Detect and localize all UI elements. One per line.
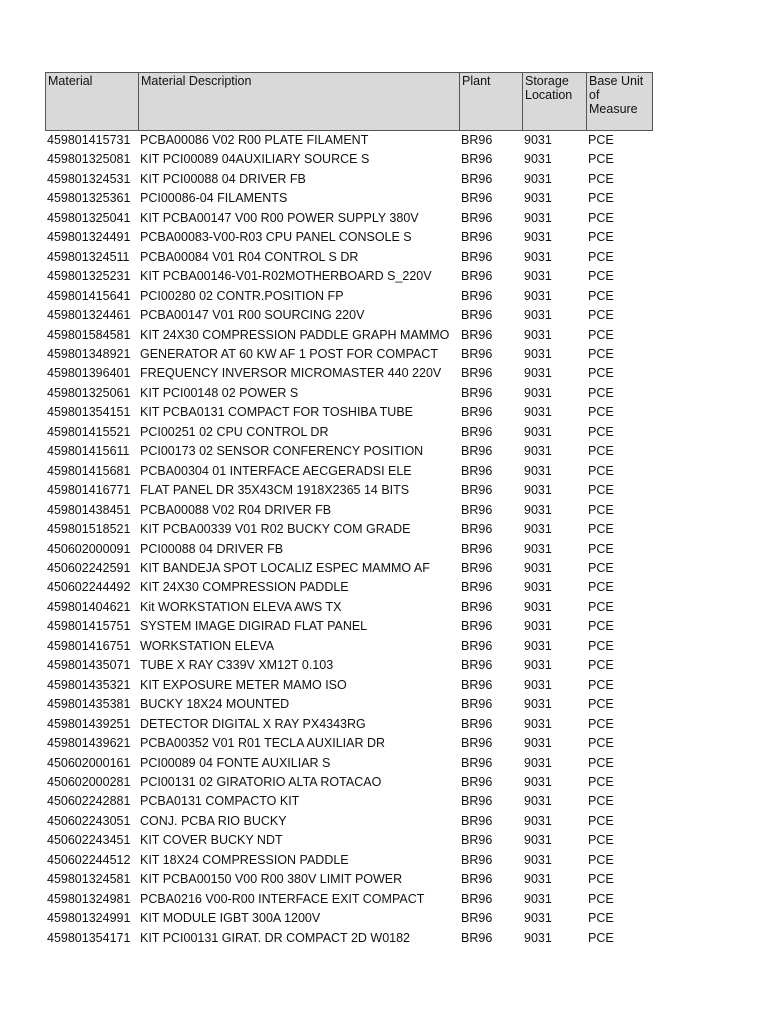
- cell-plant: BR96: [461, 346, 493, 361]
- cell-plant: BR96: [461, 444, 493, 459]
- cell-material: 459801354151: [47, 405, 131, 420]
- cell-unit: PCE: [588, 152, 614, 167]
- cell-material: 459801324581: [47, 872, 131, 887]
- cell-unit: PCE: [588, 308, 614, 323]
- cell-plant: BR96: [461, 911, 493, 926]
- cell-description: KIT MODULE IGBT 300A 1200V: [140, 911, 321, 926]
- cell-plant: BR96: [461, 385, 493, 400]
- cell-storage-location: 9031: [524, 327, 552, 342]
- cell-storage-location: 9031: [524, 249, 552, 264]
- cell-plant: BR96: [461, 327, 493, 342]
- cell-plant: BR96: [461, 852, 493, 867]
- cell-description: PCBA0131 COMPACTO KIT: [140, 794, 300, 809]
- cell-description: KIT 18X24 COMPRESSION PADDLE: [140, 852, 349, 867]
- cell-unit: PCE: [588, 269, 614, 284]
- cell-material: 459801415751: [47, 619, 131, 634]
- cell-material: 459801354171: [47, 930, 131, 945]
- cell-storage-location: 9031: [524, 619, 552, 634]
- cell-unit: PCE: [588, 444, 614, 459]
- cell-unit: PCE: [588, 385, 614, 400]
- cell-material: 450602242591: [47, 560, 131, 575]
- header-base-unit: Base Unit of Measure: [589, 74, 644, 116]
- cell-storage-location: 9031: [524, 677, 552, 692]
- cell-description: BUCKY 18X24 MOUNTED: [140, 697, 290, 712]
- cell-unit: PCE: [588, 852, 614, 867]
- cell-plant: BR96: [461, 210, 493, 225]
- cell-material: 459801396401: [47, 366, 131, 381]
- cell-plant: BR96: [461, 522, 493, 537]
- cell-plant: BR96: [461, 288, 493, 303]
- cell-storage-location: 9031: [524, 813, 552, 828]
- cell-storage-location: 9031: [524, 152, 552, 167]
- cell-material: 459801324981: [47, 891, 131, 906]
- cell-unit: PCE: [588, 891, 614, 906]
- cell-storage-location: 9031: [524, 658, 552, 673]
- cell-description: WORKSTATION ELEVA: [140, 638, 275, 653]
- cell-material: 459801325041: [47, 210, 131, 225]
- cell-material: 459801439621: [47, 736, 131, 751]
- cell-storage-location: 9031: [524, 580, 552, 595]
- cell-storage-location: 9031: [524, 405, 552, 420]
- cell-description: KIT 24X30 COMPRESSION PADDLE GRAPH MAMMO: [140, 327, 450, 342]
- table-body: [45, 131, 653, 948]
- table-row: [45, 734, 653, 753]
- cell-unit: PCE: [588, 541, 614, 556]
- table-row: [45, 326, 653, 345]
- cell-description: KIT PCI00131 GIRAT. DR COMPACT 2D W0182: [140, 930, 410, 945]
- cell-description: KIT 24X30 COMPRESSION PADDLE: [140, 580, 349, 595]
- cell-unit: PCE: [588, 930, 614, 945]
- cell-description: PCBA00352 V01 R01 TECLA AUXILIAR DR: [140, 736, 386, 751]
- cell-material: 459801325361: [47, 191, 131, 206]
- table-row: [45, 209, 653, 228]
- table-row: [45, 287, 653, 306]
- table-row: [45, 170, 653, 189]
- cell-description: PCI00131 02 GIRATORIO ALTA ROTACAO: [140, 774, 382, 789]
- cell-unit: PCE: [588, 736, 614, 751]
- cell-plant: BR96: [461, 599, 493, 614]
- cell-material: 459801348921: [47, 346, 131, 361]
- cell-description: PCI00173 02 SENSOR CONFERENCY POSITION: [140, 444, 424, 459]
- cell-description: SYSTEM IMAGE DIGIRAD FLAT PANEL: [140, 619, 368, 634]
- cell-description: CONJ. PCBA RIO BUCKY: [140, 813, 287, 828]
- cell-material: 450602243451: [47, 833, 131, 848]
- cell-plant: BR96: [461, 483, 493, 498]
- cell-plant: BR96: [461, 677, 493, 692]
- table-row: [45, 792, 653, 811]
- cell-plant: BR96: [461, 716, 493, 731]
- cell-unit: PCE: [588, 833, 614, 848]
- header-description: Material Description: [139, 73, 460, 130]
- cell-unit: PCE: [588, 463, 614, 478]
- cell-storage-location: 9031: [524, 638, 552, 653]
- table-row: [45, 150, 653, 169]
- cell-description: KIT PCBA00146-V01-R02MOTHERBOARD S_220V: [140, 269, 432, 284]
- cell-material: 459801324511: [47, 249, 130, 264]
- cell-plant: BR96: [461, 794, 493, 809]
- cell-plant: BR96: [461, 560, 493, 575]
- cell-unit: PCE: [588, 697, 614, 712]
- table-row: [45, 617, 653, 636]
- cell-storage-location: 9031: [524, 852, 552, 867]
- cell-unit: PCE: [588, 210, 614, 225]
- cell-plant: BR96: [461, 502, 493, 517]
- cell-unit: PCE: [588, 405, 614, 420]
- cell-description: KIT COVER BUCKY NDT: [140, 833, 283, 848]
- cell-storage-location: 9031: [524, 210, 552, 225]
- cell-material: 459801404621: [47, 599, 131, 614]
- cell-description: DETECTOR DIGITAL X RAY PX4343RG: [140, 716, 366, 731]
- table-row: [45, 364, 653, 383]
- cell-material: 459801584581: [47, 327, 131, 342]
- table-row: [45, 890, 653, 909]
- table-row: [45, 812, 653, 831]
- cell-storage-location: 9031: [524, 911, 552, 926]
- cell-plant: BR96: [461, 755, 493, 770]
- material-table: [45, 72, 653, 948]
- cell-unit: PCE: [588, 249, 614, 264]
- cell-plant: BR96: [461, 463, 493, 478]
- cell-storage-location: 9031: [524, 346, 552, 361]
- cell-storage-location: 9031: [524, 891, 552, 906]
- table-row: [45, 442, 653, 461]
- cell-unit: PCE: [588, 133, 614, 147]
- cell-unit: PCE: [588, 638, 614, 653]
- cell-unit: PCE: [588, 483, 614, 498]
- cell-material: 450602244492: [47, 580, 131, 595]
- cell-unit: PCE: [588, 911, 614, 926]
- table-row: [45, 929, 653, 948]
- cell-storage-location: 9031: [524, 444, 552, 459]
- table-row: [45, 754, 653, 773]
- cell-unit: PCE: [588, 366, 614, 381]
- cell-storage-location: 9031: [524, 308, 552, 323]
- cell-unit: PCE: [588, 716, 614, 731]
- cell-material: 459801415731: [47, 133, 131, 147]
- cell-material: 450602243051: [47, 813, 131, 828]
- cell-plant: BR96: [461, 658, 493, 673]
- table-row: [45, 228, 653, 247]
- table-row: [45, 501, 653, 520]
- cell-unit: PCE: [588, 755, 614, 770]
- table-row: [45, 851, 653, 870]
- cell-description: KIT PCBA00150 V00 R00 380V LIMIT POWER: [140, 872, 403, 887]
- table-row: [45, 715, 653, 734]
- cell-plant: BR96: [461, 152, 493, 167]
- table-row: [45, 676, 653, 695]
- cell-plant: BR96: [461, 133, 493, 147]
- cell-material: 459801415681: [47, 463, 131, 478]
- cell-plant: BR96: [461, 230, 493, 245]
- table-row: [45, 578, 653, 597]
- cell-description: KIT PCBA0131 COMPACT FOR TOSHIBA TUBE: [140, 405, 414, 420]
- cell-description: PCBA0216 V00-R00 INTERFACE EXIT COMPACT: [140, 891, 425, 906]
- cell-storage-location: 9031: [524, 794, 552, 809]
- cell-unit: PCE: [588, 522, 614, 537]
- table-row: [45, 423, 653, 442]
- cell-unit: PCE: [588, 191, 614, 206]
- cell-material: 459801324461: [47, 308, 131, 323]
- table-row: [45, 909, 653, 928]
- cell-plant: BR96: [461, 269, 493, 284]
- cell-unit: PCE: [588, 813, 614, 828]
- cell-material: 459801325061: [47, 385, 131, 400]
- cell-description: PCI00086-04 FILAMENTS: [140, 191, 288, 206]
- table-row: [45, 598, 653, 617]
- cell-unit: PCE: [588, 774, 614, 789]
- cell-plant: BR96: [461, 813, 493, 828]
- cell-storage-location: 9031: [524, 171, 552, 186]
- cell-description: Kit WORKSTATION ELEVA AWS TX: [140, 599, 342, 614]
- cell-description: TUBE X RAY C339V XM12T 0.103: [140, 658, 334, 673]
- cell-unit: PCE: [588, 619, 614, 634]
- table-row: [45, 345, 653, 364]
- cell-material: 450602000161: [47, 755, 131, 770]
- cell-storage-location: 9031: [524, 716, 552, 731]
- table-row: [45, 831, 653, 850]
- cell-storage-location: 9031: [524, 133, 552, 147]
- cell-unit: PCE: [588, 677, 614, 692]
- cell-storage-location: 9031: [524, 930, 552, 945]
- cell-plant: BR96: [461, 405, 493, 420]
- cell-storage-location: 9031: [524, 191, 552, 206]
- table-row: [45, 267, 653, 286]
- cell-unit: PCE: [588, 327, 614, 342]
- cell-description: PCI00088 04 DRIVER FB: [140, 541, 284, 556]
- header-storage-location: Storage Location: [523, 73, 587, 130]
- table-row: [45, 870, 653, 889]
- cell-plant: BR96: [461, 366, 493, 381]
- cell-unit: PCE: [588, 502, 614, 517]
- cell-material: 450602000091: [47, 541, 131, 556]
- cell-plant: BR96: [461, 541, 493, 556]
- cell-material: 459801435321: [47, 677, 131, 692]
- cell-storage-location: 9031: [524, 774, 552, 789]
- cell-description: KIT PCI00089 04AUXILIARY SOURCE S: [140, 152, 370, 167]
- cell-storage-location: 9031: [524, 736, 552, 751]
- cell-material: 459801438451: [47, 502, 131, 517]
- cell-description: PCI00280 02 CONTR.POSITION FP: [140, 288, 344, 303]
- cell-unit: PCE: [588, 560, 614, 575]
- cell-storage-location: 9031: [524, 463, 552, 478]
- cell-plant: BR96: [461, 638, 493, 653]
- cell-storage-location: 9031: [524, 483, 552, 498]
- cell-storage-location: 9031: [524, 424, 552, 439]
- cell-description: KIT EXPOSURE METER MAMO ISO: [140, 677, 347, 692]
- cell-unit: PCE: [588, 658, 614, 673]
- cell-description: PCBA00088 V02 R04 DRIVER FB: [140, 502, 332, 517]
- cell-plant: BR96: [461, 736, 493, 751]
- table-row: [45, 189, 653, 208]
- cell-plant: BR96: [461, 930, 493, 945]
- cell-storage-location: 9031: [524, 560, 552, 575]
- cell-material: 459801324991: [47, 911, 131, 926]
- cell-description: KIT BANDEJA SPOT LOCALIZ ESPEC MAMMO AF: [140, 560, 430, 575]
- cell-plant: BR96: [461, 308, 493, 323]
- table-row: [45, 773, 653, 792]
- cell-storage-location: 9031: [524, 366, 552, 381]
- cell-storage-location: 9031: [524, 872, 552, 887]
- cell-material: 459801435071: [47, 658, 131, 673]
- cell-plant: BR96: [461, 249, 493, 264]
- table-row: [45, 656, 653, 675]
- cell-plant: BR96: [461, 872, 493, 887]
- table-header: [45, 72, 653, 131]
- cell-description: FREQUENCY INVERSOR MICROMASTER 440 220V: [140, 366, 442, 381]
- table-row: [45, 695, 653, 714]
- cell-material: 450602244512: [47, 852, 131, 867]
- table-row: [45, 384, 653, 403]
- cell-material: 459801416751: [47, 638, 131, 653]
- cell-material: 459801324491: [47, 230, 131, 245]
- cell-storage-location: 9031: [524, 697, 552, 712]
- table-row: [45, 481, 653, 500]
- cell-description: PCBA00086 V02 R00 PLATE FILAMENT: [140, 133, 369, 147]
- cell-plant: BR96: [461, 580, 493, 595]
- cell-material: 459801325081: [47, 152, 131, 167]
- cell-storage-location: 9031: [524, 541, 552, 556]
- cell-description: PCBA00147 V01 R00 SOURCING 220V: [140, 308, 365, 323]
- cell-plant: BR96: [461, 191, 493, 206]
- cell-storage-location: 9031: [524, 230, 552, 245]
- cell-storage-location: 9031: [524, 755, 552, 770]
- cell-description: PCBA00083-V00-R03 CPU PANEL CONSOLE S: [140, 230, 412, 245]
- cell-unit: PCE: [588, 580, 614, 595]
- table-row: [45, 540, 653, 559]
- cell-material: 450602242881: [47, 794, 131, 809]
- cell-plant: BR96: [461, 171, 493, 186]
- cell-plant: BR96: [461, 424, 493, 439]
- table-row: [45, 306, 653, 325]
- cell-plant: BR96: [461, 619, 493, 634]
- cell-storage-location: 9031: [524, 833, 552, 848]
- cell-unit: PCE: [588, 424, 614, 439]
- cell-material: 459801324531: [47, 171, 131, 186]
- table-row: [45, 403, 653, 422]
- cell-description: FLAT PANEL DR 35X43CM 1918X2365 14 BITS: [140, 483, 410, 498]
- cell-unit: PCE: [588, 794, 614, 809]
- cell-storage-location: 9031: [524, 385, 552, 400]
- table-row: [45, 637, 653, 656]
- cell-description: KIT PCI00148 02 POWER S: [140, 385, 299, 400]
- cell-material: 459801518521: [47, 522, 131, 537]
- cell-material: 459801439251: [47, 716, 131, 731]
- cell-plant: BR96: [461, 891, 493, 906]
- cell-storage-location: 9031: [524, 288, 552, 303]
- cell-material: 459801415641: [47, 288, 131, 303]
- cell-description: PCI00251 02 CPU CONTROL DR: [140, 424, 329, 439]
- cell-unit: PCE: [588, 288, 614, 303]
- cell-unit: PCE: [588, 872, 614, 887]
- cell-description: GENERATOR AT 60 KW AF 1 POST FOR COMPACT: [140, 346, 438, 361]
- cell-unit: PCE: [588, 599, 614, 614]
- table-row: [45, 559, 653, 578]
- cell-storage-location: 9031: [524, 502, 552, 517]
- table-row: [45, 248, 653, 267]
- cell-plant: BR96: [461, 774, 493, 789]
- cell-storage-location: 9031: [524, 522, 552, 537]
- cell-plant: BR96: [461, 833, 493, 848]
- cell-description: KIT PCBA00147 V00 R00 POWER SUPPLY 380V: [140, 210, 419, 225]
- cell-storage-location: 9031: [524, 269, 552, 284]
- cell-material: 459801435381: [47, 697, 131, 712]
- cell-description: KIT PCI00088 04 DRIVER FB: [140, 171, 306, 186]
- header-plant: Plant: [460, 73, 523, 130]
- table-row: [45, 462, 653, 481]
- table-row: [45, 520, 653, 539]
- cell-description: PCI00089 04 FONTE AUXILIAR S: [140, 755, 331, 770]
- header-material: Material: [46, 73, 139, 130]
- cell-material: 459801325231: [47, 269, 131, 284]
- cell-description: PCBA00304 01 INTERFACE AECGERADSI ELE: [140, 463, 412, 478]
- cell-material: 459801415521: [47, 424, 131, 439]
- cell-storage-location: 9031: [524, 599, 552, 614]
- cell-unit: PCE: [588, 171, 614, 186]
- cell-unit: PCE: [588, 230, 614, 245]
- cell-unit: PCE: [588, 346, 614, 361]
- cell-description: PCBA00084 V01 R04 CONTROL S DR: [140, 249, 359, 264]
- cell-material: 459801415611: [47, 444, 130, 459]
- cell-description: KIT PCBA00339 V01 R02 BUCKY COM GRADE: [140, 522, 411, 537]
- table-row: [45, 131, 653, 150]
- cell-material: 459801416771: [47, 483, 131, 498]
- cell-plant: BR96: [461, 697, 493, 712]
- cell-material: 450602000281: [47, 774, 131, 789]
